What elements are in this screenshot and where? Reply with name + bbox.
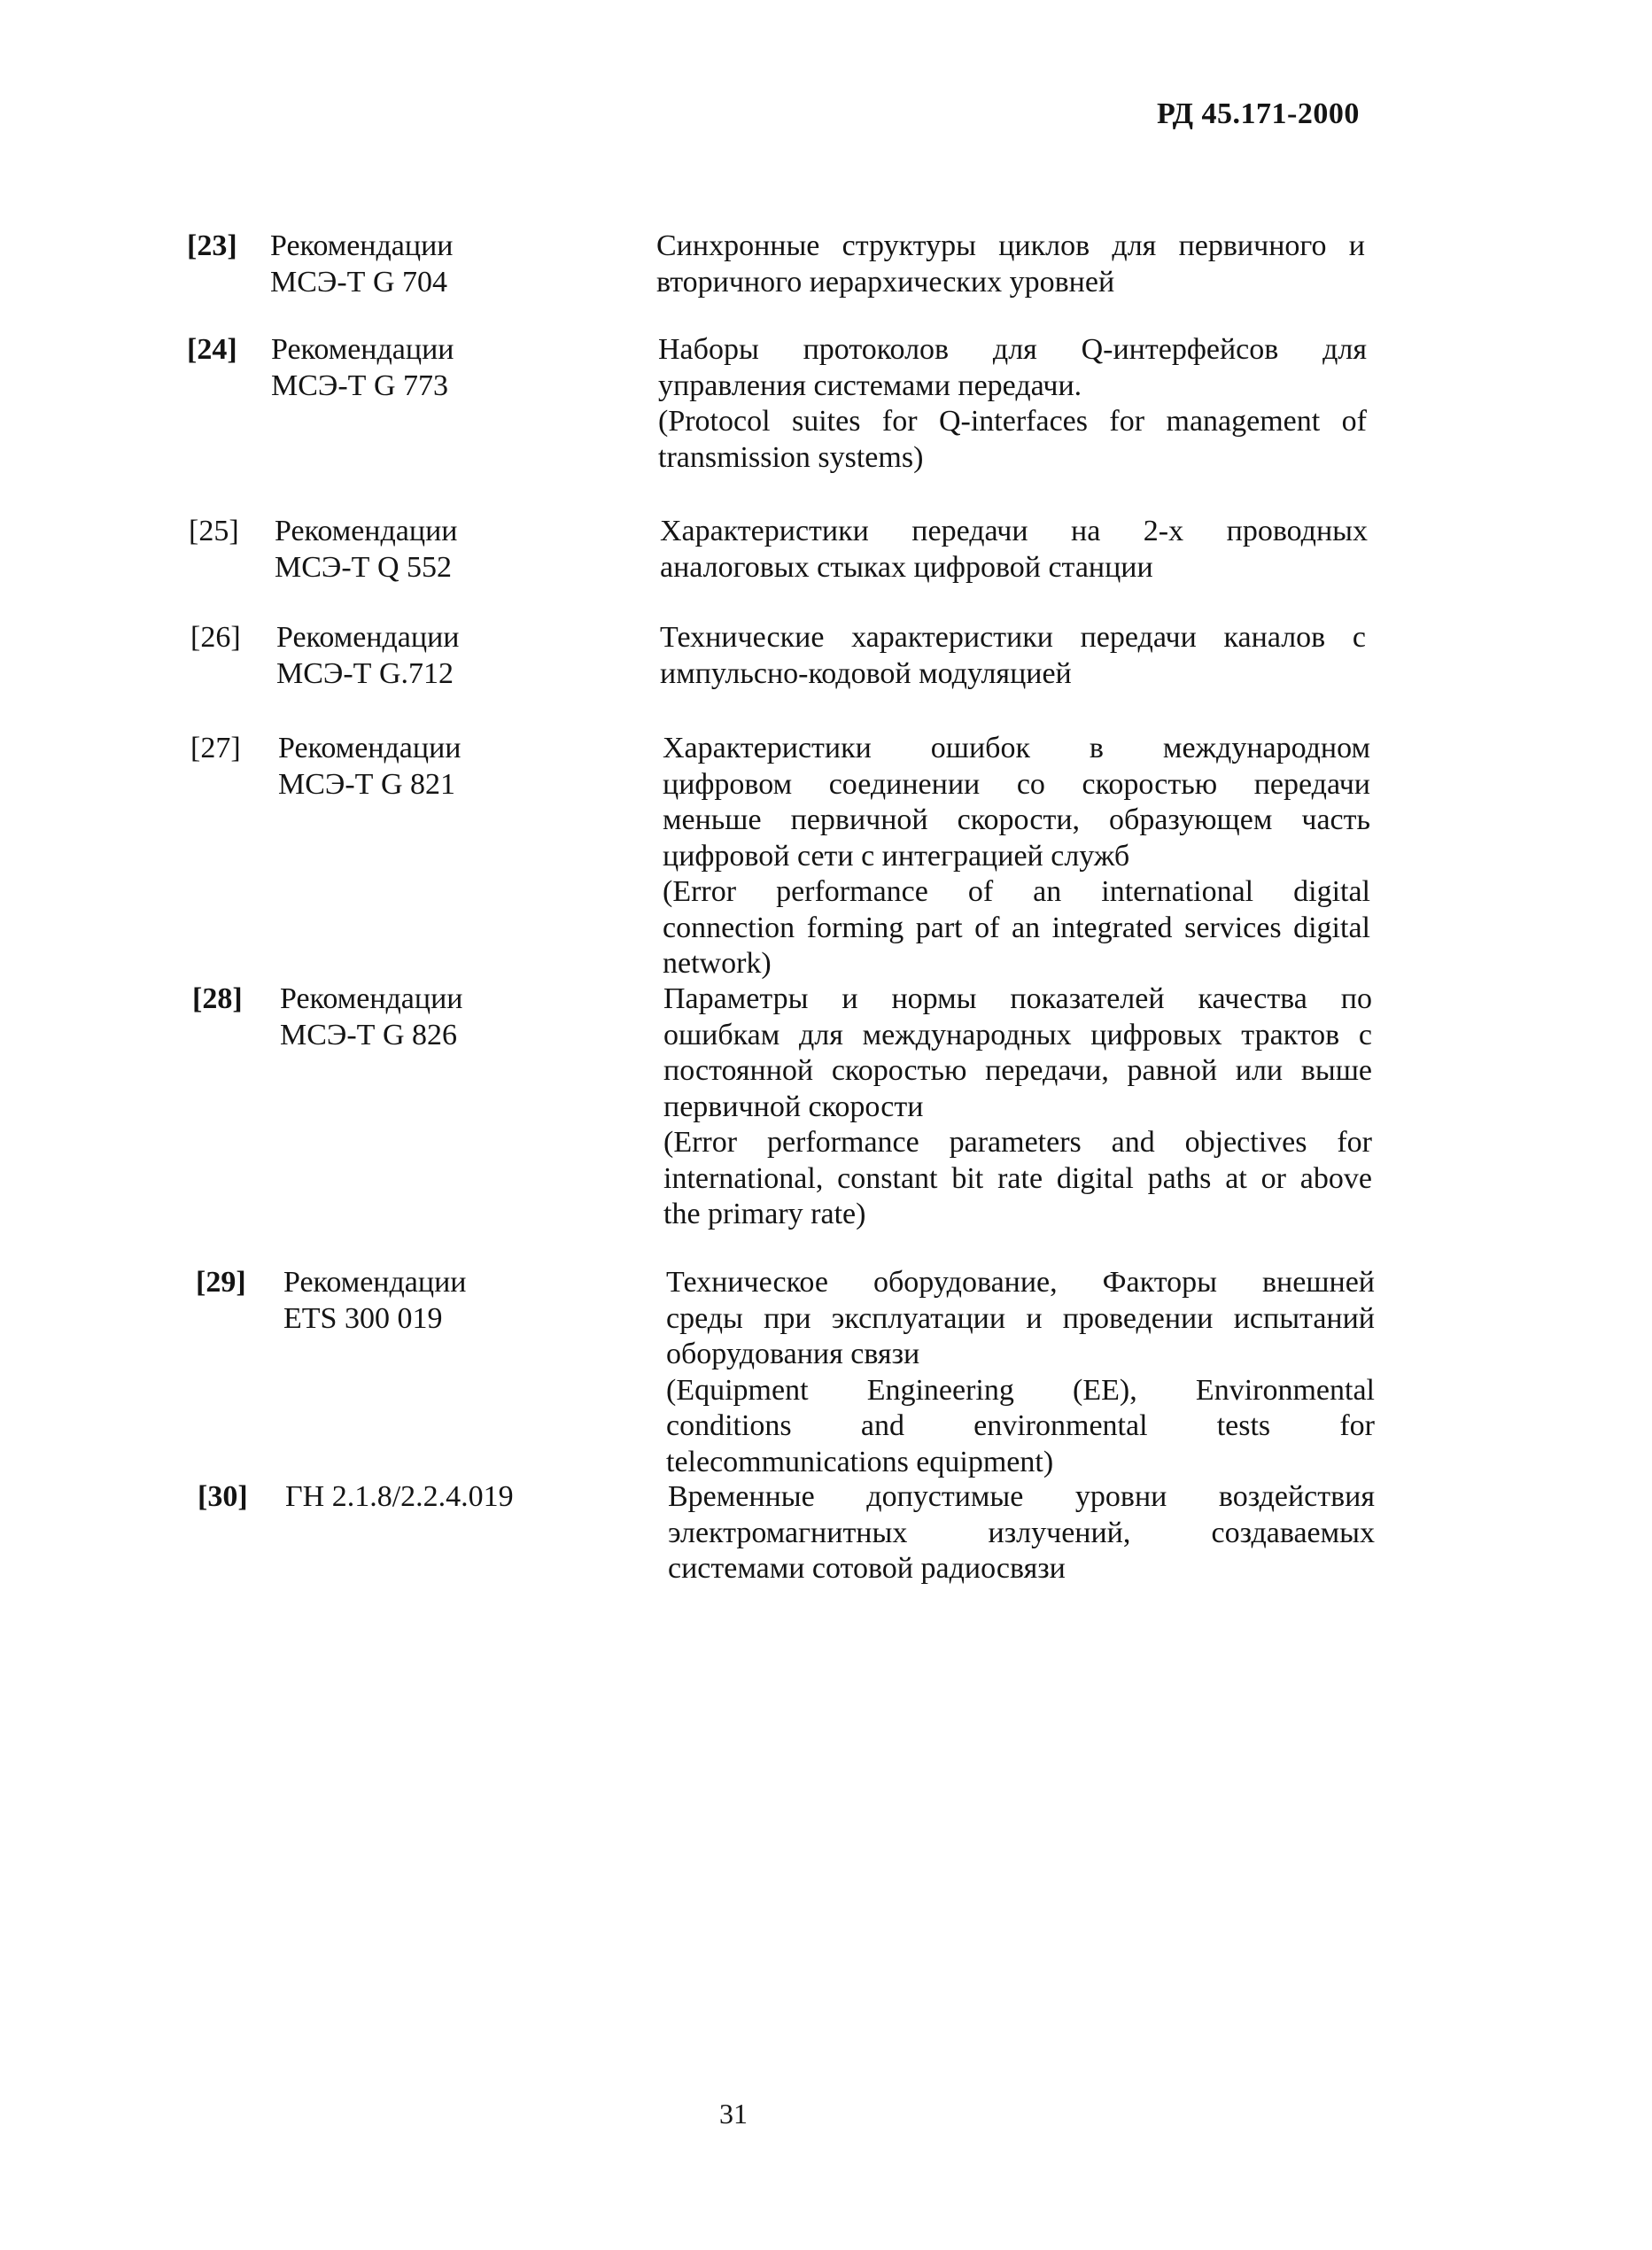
reference-title (668, 1479, 1375, 1587)
reference-title-line: Параметры и нормы показателей качества по (663, 982, 1372, 1015)
reference-source-line: Рекомендации (270, 229, 454, 262)
reference-title-line: цифровом соединении со скоростью передачи (663, 767, 1370, 801)
reference-title (663, 731, 1370, 982)
reference-title-line: (Protocol suites for Q-interfaces for management of (658, 405, 1367, 438)
reference-title (660, 514, 1368, 586)
reference-title-line: вторичного иерархических уровней (656, 265, 1115, 299)
reference-source-line: Рекомендации (278, 732, 461, 764)
reference-title-line: системами сотовой радиосвязи (668, 1552, 1066, 1585)
reference-title (663, 981, 1372, 1233)
reference-source-line: ETS 300 019 (283, 1301, 443, 1335)
reference-title-line: оборудования связи (666, 1338, 920, 1370)
reference-title-line: the primary rate) (663, 1198, 866, 1230)
reference-source-line: МСЭ-Т G.712 (276, 656, 454, 690)
reference-title-line: transmission systems) (658, 440, 924, 474)
reference-number: [27] (190, 732, 241, 764)
reference-title-line: Техническое оборудование, Факторы внешней (666, 1266, 1375, 1299)
reference-title (666, 1265, 1375, 1480)
reference-number: [26] (190, 621, 241, 654)
reference-source-line: МСЭ-Т G 773 (271, 369, 448, 402)
reference-title-line: telecommunications equipment) (666, 1445, 1054, 1478)
reference-number: [24] (187, 333, 237, 366)
reference-title-line: среды при эксплуатации и проведении испытаний (666, 1301, 1375, 1335)
reference-number: [25] (189, 515, 239, 547)
reference-source (276, 620, 459, 692)
reference-source-line: МСЭ-Т G 826 (280, 1018, 457, 1051)
reference-title-line: Характеристики передачи на 2-х проводных (660, 515, 1368, 547)
reference-title-line: первичной скорости (663, 1090, 924, 1123)
reference-source (283, 1265, 466, 1337)
reference-number: [23] (187, 229, 237, 262)
reference-title-line: conditions and environmental tests for (666, 1409, 1375, 1442)
page-number: 31 (719, 2098, 748, 2130)
reference-title-line: Наборы протоколов для Q-интерфейсов для (658, 333, 1367, 366)
reference-title-line: connection forming part of an integrated services digital (663, 911, 1370, 944)
reference-source-line: Рекомендации (275, 515, 458, 547)
reference-source-line: Рекомендации (283, 1266, 467, 1299)
reference-title-line: network) (663, 947, 772, 980)
reference-title-line: электромагнитных излучений, создаваемых (668, 1516, 1375, 1549)
reference-source-line: Рекомендации (276, 621, 460, 654)
reference-title-line: управления системами передачи. (658, 369, 1082, 402)
reference-source (285, 1479, 514, 1516)
reference-title-line: меньше первичной скорости, образующем часть (663, 803, 1370, 836)
reference-title-line: ошибкам для международных цифровых трактов с (663, 1018, 1372, 1051)
reference-title-line: цифровой сети с интеграцией служб (663, 839, 1130, 873)
reference-title (656, 229, 1365, 300)
reference-source (271, 332, 454, 404)
reference-source-line: ГН 2.1.8/2.2.4.019 (285, 1480, 514, 1513)
reference-number: [28] (192, 982, 243, 1015)
reference-title-line: (Equipment Engineering (EE), Environmental (666, 1373, 1375, 1407)
reference-title-line: (Error performance of an international digital (663, 875, 1370, 908)
reference-number: [29] (196, 1266, 246, 1299)
reference-title-line: Синхронные структуры циклов для первичного и (656, 229, 1365, 262)
reference-source-line: Рекомендации (271, 333, 454, 366)
reference-title (660, 620, 1366, 692)
reference-number: [30] (198, 1480, 248, 1513)
document-code: РД 45.171-2000 (1157, 97, 1360, 130)
reference-source (270, 229, 453, 300)
reference-title-line: импульсно-кодовой модуляцией (660, 656, 1072, 690)
reference-title-line: аналоговых стыках цифровой станции (660, 550, 1153, 584)
reference-title-line: international, constant bit rate digital paths at or above (663, 1161, 1372, 1195)
reference-source-line: МСЭ-Т G 704 (270, 265, 447, 299)
reference-title (658, 332, 1367, 476)
reference-title-line: постоянной скоростью передачи, равной или выше (663, 1054, 1372, 1087)
reference-title-line: Технические характеристики передачи каналов с (660, 621, 1366, 654)
reference-source (280, 981, 462, 1053)
reference-title-line: Временные допустимые уровни воздействия (668, 1480, 1375, 1513)
reference-source (278, 731, 461, 803)
reference-source-line: МСЭ-Т Q 552 (275, 550, 452, 584)
reference-source-line: МСЭ-Т G 821 (278, 767, 455, 801)
reference-title-line: (Error performance parameters and objectives for (663, 1126, 1372, 1159)
reference-title-line: Характеристики ошибок в международном (663, 732, 1370, 764)
reference-source-line: Рекомендации (280, 982, 463, 1015)
reference-source (275, 514, 457, 586)
